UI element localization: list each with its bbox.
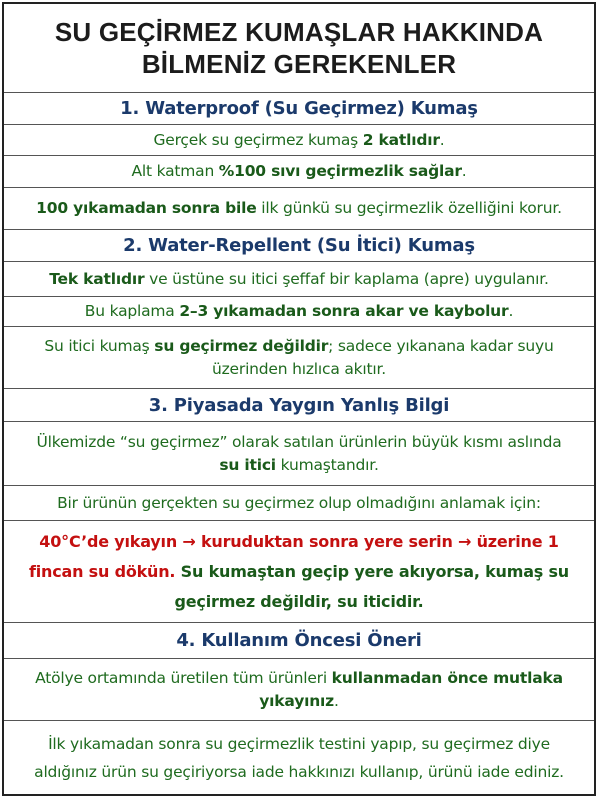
section-4-heading: 4. Kullanım Öncesi Öneri: [4, 622, 594, 658]
section-3-heading: 3. Piyasada Yaygın Yanlış Bilgi: [4, 388, 594, 421]
title-line-1: SU GEÇİRMEZ KUMAŞLAR HAKKINDA: [54, 17, 544, 47]
section-4-paragraph-2: İlk yıkamadan sonra su geçirmezlik testini yapıp, su geçirmez diye aldığınız ürün su geçiriyorsa iade hakkınızı kullanıp, ürünü iade ediniz.: [4, 720, 594, 794]
section-2-paragraph-3: Su itici kumaş su geçirmez değildir; sadece yıkanana kadar suyu üzerinden hızlıca akıtır.: [4, 326, 594, 388]
section-3-paragraph-2: Bir ürünün gerçekten su geçirmez olup olmadığını anlamak için:: [4, 485, 594, 520]
section-3-test-instructions: 40°C’de yıkayın → kuruduktan sonra yere serin → üzerine 1 fincan su dökün. Su kumaştan geçip yere akıyorsa, kumaş su geçirmez değildir, su iticidir.: [4, 520, 594, 622]
title-line-2: BİLMENİZ GEREKENLER: [141, 49, 457, 79]
section-2-heading: 2. Water-Repellent (Su İtici) Kumaş: [4, 229, 594, 261]
section-1-paragraph-2: Alt katman %100 sıvı geçirmezlik sağlar.: [4, 155, 594, 187]
section-3-paragraph-1: Ülkemizde “su geçirmez” olarak satılan ürünlerin büyük kısmı aslında su itici kumaştandır.: [4, 421, 594, 485]
document-title: [4, 4, 594, 92]
section-4-paragraph-1: Atölye ortamında üretilen tüm ürünleri kullanmadan önce mutlaka yıkayınız.: [4, 658, 594, 720]
info-document: [2, 2, 596, 796]
section-1-heading: 1. Waterproof (Su Geçirmez) Kumaş: [4, 92, 594, 124]
section-1-paragraph-3: 100 yıkamadan sonra bile ilk günkü su geçirmezlik özelliğini korur.: [4, 187, 594, 229]
section-2-paragraph-2: Bu kaplama 2–3 yıkamadan sonra akar ve kaybolur.: [4, 296, 594, 326]
section-2-paragraph-1: Tek katlıdır ve üstüne su itici şeffaf bir kaplama (apre) uygulanır.: [4, 261, 594, 296]
section-1-paragraph-1: Gerçek su geçirmez kumaş 2 katlıdır.: [4, 124, 594, 155]
